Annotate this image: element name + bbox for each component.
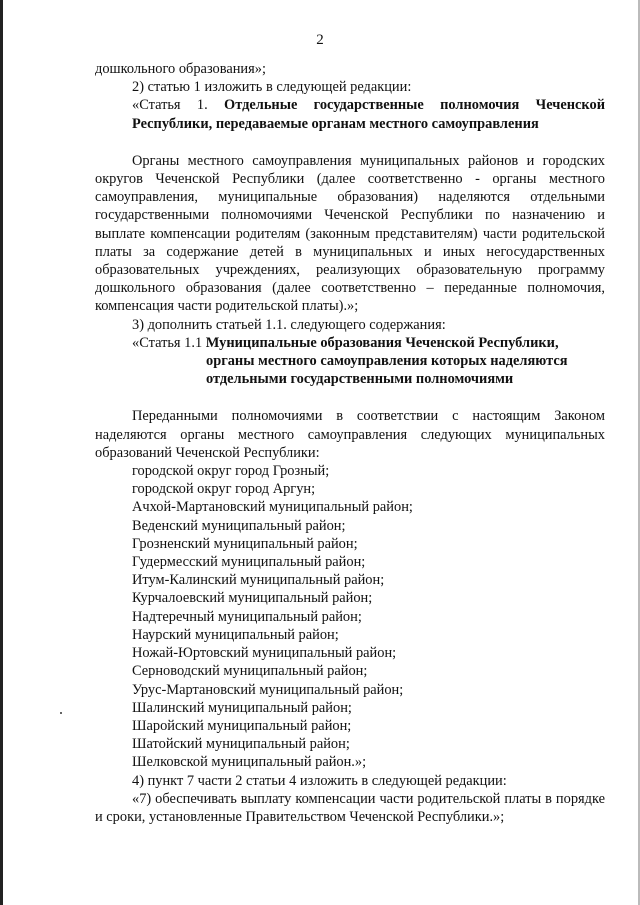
list-item: городской округ город Грозный; (132, 463, 330, 480)
list-item: Наурский муниципальный район; (132, 626, 339, 643)
article-1-1-title-line-3: отдельными государственными полномочиями (206, 371, 514, 388)
amendment-item-2: 2) статью 1 изложить в следующей редакции: (132, 79, 412, 96)
article-1-1-prefix: «Статья 1.1 (132, 334, 203, 351)
list-item: Шаройский муниципальный район; (132, 717, 352, 734)
article-1-heading (95, 96, 605, 132)
article-1-prefix: «Статья 1. (132, 97, 208, 114)
article-1-1-heading (95, 334, 605, 389)
article-1-1-title-line-1: Муниципальные образования Чеченской Республики, (205, 334, 559, 351)
list-item: Шелковской муниципальный район.»; (132, 754, 367, 771)
list-item: Ачхой-Мартановский муниципальный район; (132, 499, 413, 516)
list-item: Надтеречный муниципальный район; (132, 608, 362, 625)
article-1-title: Отдельные государственные полномочия Чеченской Республики, передаваемые органам местного самоуправления (132, 97, 606, 132)
list-item: Грозненский муниципальный район; (132, 535, 358, 552)
list-item: Серноводский муниципальный район; (132, 663, 368, 680)
list-item: городской округ город Аргун; (132, 481, 316, 498)
amendment-item-4: 4) пункт 7 части 2 статьи 4 изложить в следующей редакции: (132, 772, 507, 789)
amendment-item-3: 3) дополнить статьей 1.1. следующего содержания: (132, 316, 446, 333)
list-item: Шатойский муниципальный район; (132, 736, 350, 753)
document-body (95, 60, 605, 826)
list-item: Веденский муниципальный район; (132, 517, 346, 534)
list-item: Итум-Калинский муниципальный район; (132, 572, 385, 589)
article-1-1-title-line-2: органы местного самоуправления которых наделяются (206, 353, 568, 370)
article-1-body: Органы местного самоуправления муниципальных районов и городских округов Чеченской Республики (далее соответственно - органы местного самоуправления, муниципальные образования) наделяются отдельными государственными полномочиями Чеченской Республики по назначению и выплате компенсации родителям (законным представителям) части родительской платы за содержание детей в муниципальных и иных негосударственных образовательных учреждениях, реализующих образовательную программу дошкольного образования (далее соответственно – переданные полномочия, компенсация части родительской платы).»; (95, 152, 605, 315)
amendment-item-4-text: «7) обеспечивать выплату компенсации части родительской платы в порядке и сроки, установленные Правительством Чеченской Республики.»; (95, 790, 605, 825)
page-number: 2 (316, 32, 324, 48)
municipality-list (95, 462, 605, 771)
list-item: Шалинский муниципальный район; (132, 699, 352, 716)
paragraph-continuation: дошкольного образования»; (95, 61, 266, 77)
scan-edge-left (0, 0, 3, 905)
list-item: Ножай-Юртовский муниципальный район; (132, 645, 397, 662)
list-item: Урус-Мартановский муниципальный район; (132, 681, 404, 698)
list-item: Гудермесский муниципальный район; (132, 554, 366, 571)
article-1-1-body: Переданными полномочиями в соответствии с настоящим Законом наделяются органы местного самоуправления следующих муниципальных образований Чеченской Республики: (95, 408, 605, 461)
list-item: Курчалоевский муниципальный район; (132, 590, 373, 607)
scan-speck (60, 712, 62, 714)
